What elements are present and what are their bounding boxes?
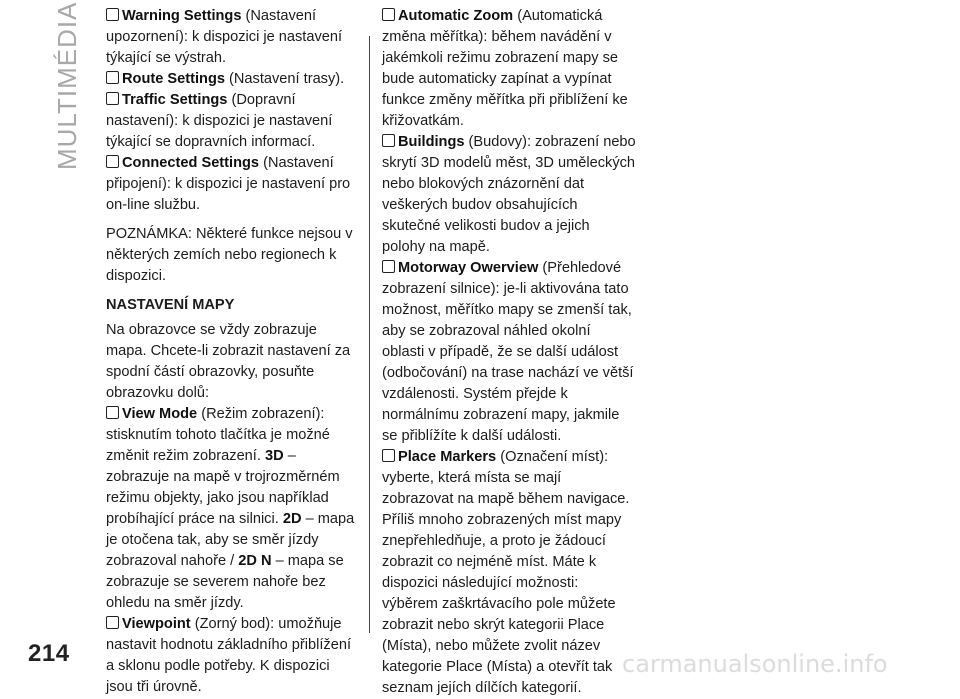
route-settings-label: Route Settings — [122, 71, 225, 87]
map-intro-paragraph: Na obrazovce se vždy zobrazuje mapa. Chcete-li zobrazit nastavení za spodní částí obrazovky, posuňte obrazovku dolů: — [106, 322, 351, 401]
buildings-label: Buildings — [398, 134, 465, 150]
note-paragraph: POZNÁMKA: Některé funkce nejsou v některých zemích nebo regionech k dispozici. — [106, 226, 353, 284]
checkbox-icon — [382, 8, 395, 21]
view-mode-2dn: 2D N — [238, 553, 272, 569]
connected-settings-text: (Nastavení připojení): k dispozici je nastavení pro on-line službu. — [106, 155, 351, 213]
map-settings-heading: NASTAVENÍ MAPY — [106, 297, 235, 313]
column-divider — [369, 36, 370, 633]
motorway-overview-item — [382, 258, 636, 447]
warning-settings-text: (Nastavení upozornení): k dispozici je nastavení týkající se výstrah. — [106, 8, 343, 66]
view-mode-text-2: – zobrazuje na mapě v trojrozměrném režimu objekty, jako jsou například probíhající práce na silnici. — [106, 448, 340, 527]
buildings-text: (Budovy): zobrazení nebo skrytí 3D modelů měst, 3D uměleckých nebo blokových znázornění dat veškerých budov obsahujících skutečné velikosti budov a jejich polohy na mapě. — [382, 134, 636, 255]
route-settings-item — [106, 69, 360, 90]
left-column — [106, 6, 360, 698]
viewpoint-text: (Zorný bod): umožňuje nastavit hodnotu základního přiblížení a sklonu podle potřeby. K dispozici jsou tři úrovně. — [106, 616, 352, 695]
automatic-zoom-item — [382, 6, 636, 132]
warning-settings-label: Warning Settings — [122, 8, 242, 24]
place-markers-text: (Označení míst): vyberte, která místa se mají zobrazovat na mapě během navigace. Příliš mnoho zobrazených míst mapy znepřehledňuje, a proto je žádoucí zobrazit co nejméně míst. Máte k dispozici následující možnosti: výběrem zaškrtávacího pole můžete zobrazit nebo skrýt kategorii Place (Místa), nebo můžete zvolit název kategorie Place (Místa) a otevřít tak seznam jejích dílčích kategorií. — [382, 449, 630, 696]
checkbox-icon — [106, 92, 119, 105]
checkbox-icon — [106, 8, 119, 21]
checkbox-icon — [106, 71, 119, 84]
view-mode-label: View Mode — [122, 406, 198, 422]
place-markers-item — [382, 447, 636, 699]
traffic-settings-item — [106, 90, 360, 153]
automatic-zoom-label: Automatic Zoom — [398, 8, 514, 24]
right-column — [382, 6, 636, 699]
checkbox-icon — [382, 260, 395, 273]
viewpoint-item — [106, 614, 360, 698]
warning-settings-item — [106, 6, 360, 69]
automatic-zoom-text: (Automatická změna měřítka): během navádění v jakémkoli režimu zobrazení mapy se bude automaticky zapínat a vypínat funkce změny měřítka při přiblížení ke křižovatkám. — [382, 8, 628, 129]
page-number: 214 — [28, 640, 70, 667]
view-mode-3d: 3D — [264, 448, 284, 464]
view-mode-text-3: – mapa je otočena tak, aby se směr jízdy zobrazoval nahoře / — [106, 511, 355, 569]
checkbox-icon — [106, 155, 119, 168]
viewpoint-label: Viewpoint — [122, 616, 191, 632]
traffic-settings-label: Traffic Settings — [122, 92, 228, 108]
motorway-overview-text: (Přehledové zobrazení silnice): je-li aktivována tato možnost, měřítko mapy se zmenší tak, aby se zobrazoval náhled okolní oblasti v případě, že se další událost (odbočování) na trase nachází ve větší vzdálenosti. Systém přejde k normálnímu zobrazení mapy, jakmile se přiblížíte k další události. — [382, 260, 634, 444]
place-markers-label: Place Markers — [398, 449, 497, 465]
view-mode-2d: 2D — [282, 511, 302, 527]
route-settings-text: (Nastavení trasy). — [229, 71, 345, 87]
view-mode-text-4: – mapa se zobrazuje se severem nahoře bez ohledu na směr jízdy. — [106, 553, 344, 611]
checkbox-icon — [382, 449, 395, 462]
connected-settings-label: Connected Settings — [122, 155, 260, 171]
buildings-item — [382, 132, 636, 258]
traffic-settings-text: (Dopravní nastavení): k dispozici je nastavení týkající se dopravních informací. — [106, 92, 333, 150]
checkbox-icon — [106, 616, 119, 629]
view-mode-text-1: (Režim zobrazení): stisknutím tohoto tlačítka je možné změnit režim zobrazení. — [106, 406, 330, 464]
connected-settings-item — [106, 153, 360, 216]
view-mode-item — [106, 404, 360, 614]
checkbox-icon — [106, 406, 119, 419]
section-title: MULTIMÉDIA — [52, 1, 82, 170]
watermark: carmanualsonline.info — [622, 650, 888, 678]
checkbox-icon — [382, 134, 395, 147]
motorway-overview-label: Motorway Owerview — [398, 260, 539, 276]
